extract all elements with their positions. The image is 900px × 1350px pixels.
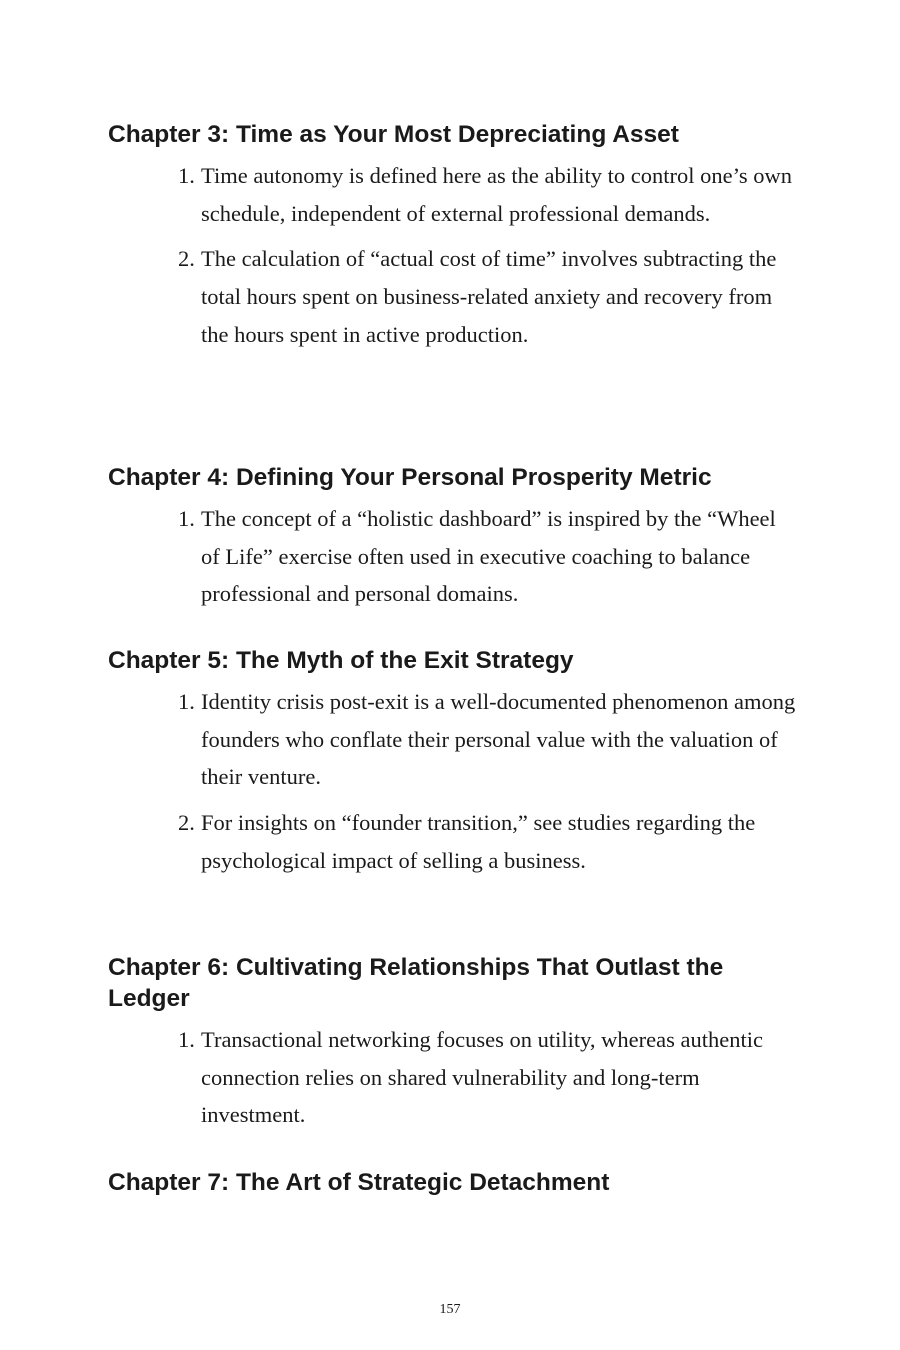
endnote-number: 2. bbox=[178, 246, 195, 272]
chapter-heading: Chapter 6: Cultivating Relationships That Outlast the Ledger bbox=[108, 954, 724, 1012]
endnote-text: Time autonomy is defined here as the ability to control one’s own schedule, independent of external professional demands. bbox=[201, 163, 792, 226]
endnote-item bbox=[108, 683, 798, 796]
endnote-text: Identity crisis post-exit is a well-documented phenomenon among founders who conflate their personal value with the valuation of their venture. bbox=[201, 689, 796, 790]
endnote-item bbox=[108, 157, 798, 232]
chapter-4-notes bbox=[108, 462, 798, 613]
endnote-number: 1. bbox=[178, 1027, 195, 1052]
endnote-number: 1. bbox=[178, 163, 195, 188]
endnote-number: 2. bbox=[178, 810, 195, 836]
chapter-heading: Chapter 5: The Myth of the Exit Strategy bbox=[108, 647, 574, 674]
chapter-3-notes bbox=[108, 119, 798, 354]
page-number: 157 bbox=[439, 1302, 461, 1317]
endnote-list bbox=[108, 157, 798, 354]
endnote-list bbox=[108, 1021, 798, 1134]
endnote-number: 1. bbox=[178, 689, 195, 714]
chapter-heading: Chapter 4: Defining Your Personal Prosperity Metric bbox=[108, 464, 712, 491]
chapter-5-notes bbox=[108, 645, 798, 880]
endnote-number: 1. bbox=[178, 506, 195, 531]
endnote-text: For insights on “founder transition,” see studies regarding the psychological impact of selling a business. bbox=[201, 810, 756, 873]
endnote-list bbox=[108, 500, 798, 613]
chapter-7-notes bbox=[108, 1167, 798, 1198]
endnote-text: The concept of a “holistic dashboard” is inspired by the “Wheel of Life” exercise often used in executive coaching to balance professional and personal domains. bbox=[201, 506, 776, 607]
endnote-text: Transactional networking focuses on utility, whereas authentic connection relies on shared vulnerability and long-term investment. bbox=[201, 1027, 763, 1128]
chapter-heading: Chapter 3: Time as Your Most Depreciating Asset bbox=[108, 121, 679, 148]
endnote-item bbox=[108, 240, 798, 353]
endnote-item bbox=[108, 1021, 798, 1134]
endnote-list bbox=[108, 683, 798, 880]
chapter-6-notes bbox=[108, 952, 798, 1134]
chapter-heading: Chapter 7: The Art of Strategic Detachment bbox=[108, 1169, 610, 1196]
endnote-item bbox=[108, 804, 798, 879]
endnote-text: The calculation of “actual cost of time” involves subtracting the total hours spent on business-related anxiety and recovery from the hours spent in active production. bbox=[201, 246, 777, 347]
endnote-item bbox=[108, 500, 798, 613]
